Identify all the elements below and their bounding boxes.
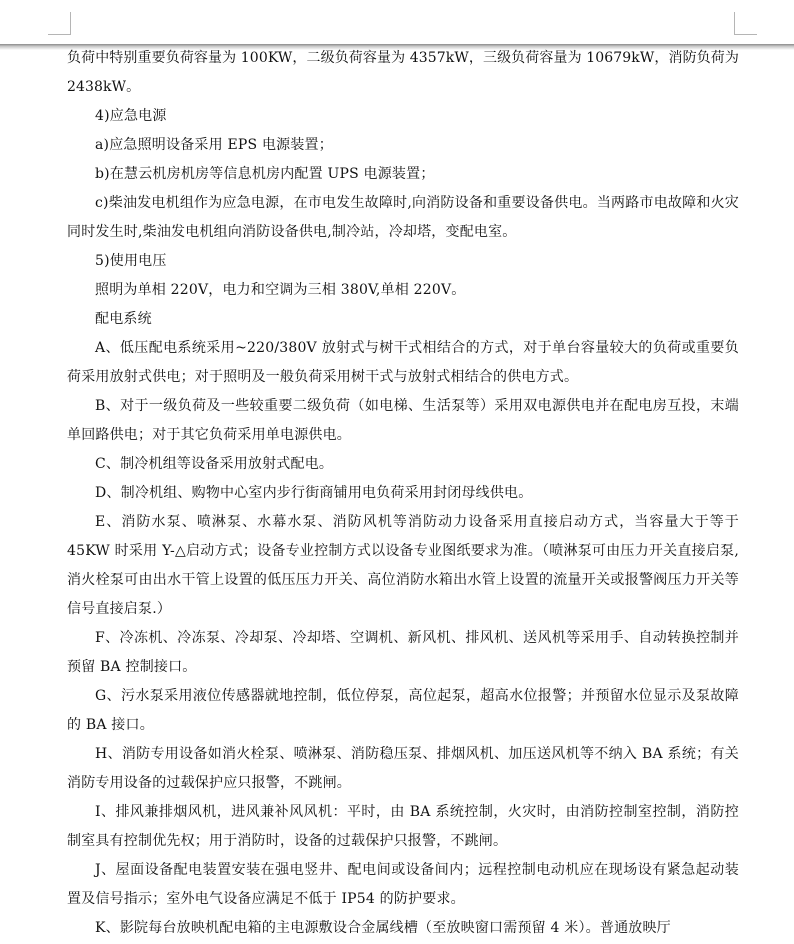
paragraph: A、低压配电系统采用~220/380V 放射式与树干式相结合的方式，对于单台容量较大的负荷或重要负荷采用放射式供电；对于照明及一般负荷采用树干式与放射式相结合的供电方式。 [67, 340, 739, 385]
paragraph: 配电系统 [95, 311, 152, 327]
paragraph: D、制冷机组、购物中心室内步行街商铺用电负荷采用封闭母线供电。 [95, 485, 533, 501]
document-body [67, 44, 739, 943]
paragraph: H、消防专用设备如消火栓泵、喷淋泵、消防稳压泵、排烟风机、加压送风机等不纳入 BA 系统；有关消防专用设备的过载保护应只报警，不跳闸。 [67, 746, 739, 791]
paragraph: 负荷中特别重要负荷容量为 100KW，二级负荷容量为 4357kW，三级负荷容量为 10679kW，消防负荷为 2438kW。 [67, 50, 739, 95]
paragraph: a)应急照明设备采用 EPS 电源装置； [95, 137, 333, 153]
paragraph: F、冷冻机、冷冻泵、冷却泵、冷却塔、空调机、新风机、排风机、送风机等采用手、自动转换控制并预留 BA 控制接口。 [67, 630, 739, 675]
paragraph: K、影院每台放映机配电箱的主电源敷设合金属线槽（至放映窗口需预留 4 米）。普通放映厅 [95, 920, 671, 936]
paragraph: C、制冷机组等设备采用放射式配电。 [95, 456, 334, 472]
paragraph: 照明为单相 220V，电力和空调为三相 380V,单相 220V。 [95, 282, 466, 298]
paragraph: 4)应急电源 [95, 108, 167, 124]
paragraph: G、污水泵采用液位传感器就地控制，低位停泵，高位起泵，超高水位报警；并预留水位显示及泵故障的 BA 接口。 [67, 688, 739, 733]
paragraph: c)柴油发电机组作为应急电源，在市电发生故障时,向消防设备和重要设备供电。当两路市电故障和火灾同时发生时,柴油发电机组向消防设备供电,制冷站，冷却塔，变配电室。 [67, 195, 739, 240]
paragraph: E、消防水泵、喷淋泵、水幕水泵、消防风机等消防动力设备采用直接启动方式，当容量大于等于 45KW 时采用 Y-△启动方式；设备专业控制方式以设备专业图纸要求为准。（喷淋泵可由压力开关直接启泵,消火栓泵可由出水干管上设置的低压压力开关、高位消防水箱出水管上设置的流量开关或报警阀压力开关等信号直接启泵.） [67, 514, 739, 617]
paragraph: B、对于一级负荷及一些较重要二级负荷（如电梯、生活泵等）采用双电源供电并在配电房互投，末端单回路供电；对于其它负荷采用单电源供电。 [67, 398, 739, 443]
paragraph: b)在慧云机房机房等信息机房内配置 UPS 电源装置； [95, 166, 435, 182]
margin-corner-mark-left [48, 12, 71, 35]
paragraph: 5)使用电压 [95, 253, 167, 269]
paragraph: I、排风兼排烟风机，进风兼补风风机：平时，由 BA 系统控制，火灾时，由消防控制室控制，消防控制室具有控制优先权；用于消防时，设备的过载保护只报警，不跳闸。 [67, 804, 739, 849]
margin-corner-mark-right [734, 12, 757, 35]
paragraph: J、屋面设备配电装置安装在强电竖井、配电间或设备间内；远程控制电动机应在现场设有紧急起动装置及信号指示；室外电气设备应满足不低于 IP54 的防护要求。 [67, 862, 739, 907]
